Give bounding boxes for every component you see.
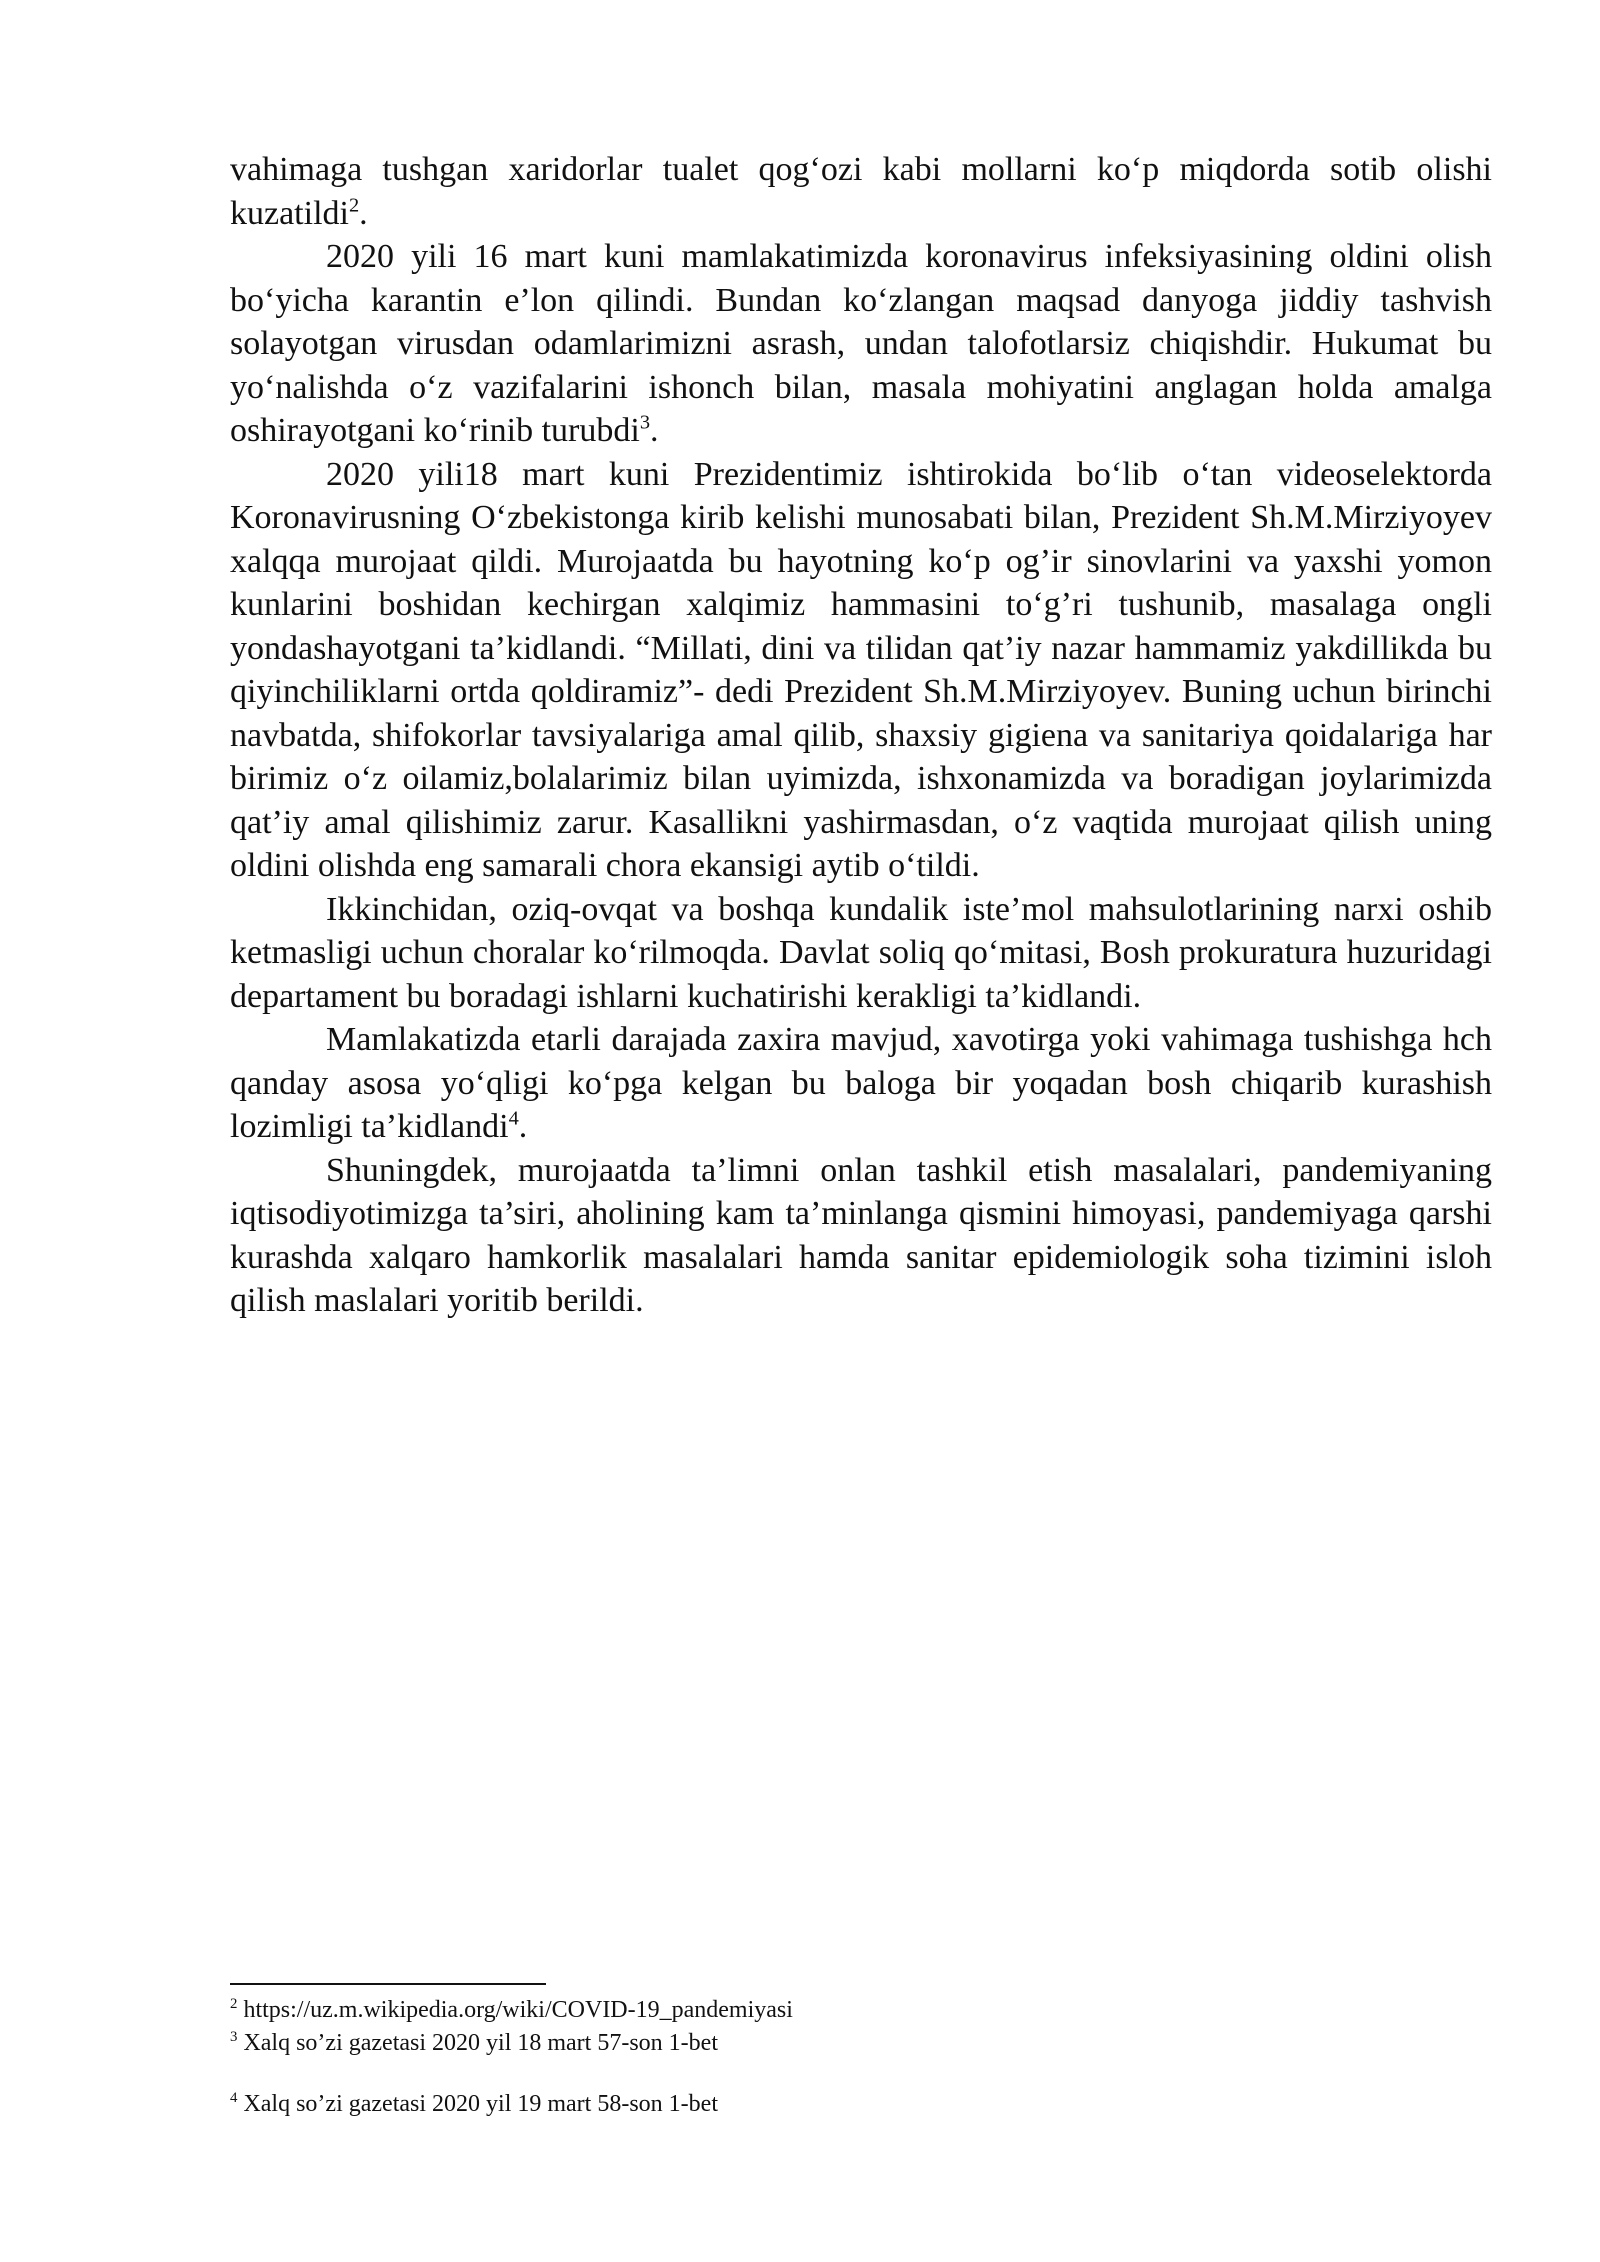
- footnotes: [230, 1994, 1492, 2121]
- paragraph-5-tail: .: [518, 1108, 528, 1145]
- paragraph-4: Ikkinchidan, oziq-ovqat va boshqa kundalik iste’mol mahsulotlarining narxi oshib ketmasligi uchun choralar ko‘rilmoqda. Davlat soliq qo‘mitasi, Bosh prokuratura huzuridagi departament bu boradagi ishlarni kuchatirishi kerakligi ta’kidlandi.: [230, 890, 1492, 1015]
- paragraph-1-text: vahimaga tushgan xaridorlar tualet qog‘ozi kabi mollarni ko‘p miqdorda sotib olishi kuzatildi: [230, 151, 1492, 232]
- paragraph-5: [230, 1018, 1492, 1149]
- footnote-ref-4: 4: [508, 1107, 519, 1130]
- paragraph-2-tail: .: [650, 412, 659, 449]
- paragraph-3: 2020 yili18 mart kuni Prezidentimiz ishtirokida bo‘lib o‘tan videoselektorda Koronavirusning O‘zbekistonga kirib kelishi munosabati bilan, Prezident Sh.M.Mirziyoyev xalqqa murojaat qildi. Murojaatda bu hayotning ko‘p og’ir sinovlarini va yaxshi yomon kunlarini boshidan kechirgan xalqimiz hammasini to‘g’ri tushunib, masalaga ongli yondashayotgani ta’kidlandi. “Millati, dini va tilidan qat’iy nazar hammamiz yakdillikda bu qiyinchiliklarni ortda qoldiramiz”- dedi Prezident Sh.M.Mirziyoyev. Buning uchun birinchi navbatda, shifokorlar tavsiyalariga amal qilib, shaxsiy gigiena va sanitariya qoidalariga har birimiz o‘z oilamiz,bolalarimiz bilan uyimizda, ishxonamizda va boradigan joylarimizda qat’iy amal qilishimiz zarur. Kasallikni yashirmasdan, o‘z vaqtida murojaat qilish uning oldini olishda eng samarali chora ekansigi aytib o‘tildi.: [230, 455, 1492, 884]
- body-text: [230, 148, 1492, 1323]
- footnote-2: [230, 1994, 1492, 2027]
- footnote-ref-2: 2: [348, 194, 360, 217]
- paragraph-1: [230, 148, 1492, 235]
- footnote-text: https://uz.m.wikipedia.org/wiki/COVID-19_pandemiyasi: [243, 1997, 793, 2023]
- footnote-ref-3: 3: [639, 411, 651, 434]
- footnote-3: [230, 2027, 1492, 2060]
- footnote-number: 4: [230, 2090, 238, 2106]
- footnote-text: Xalq so’zi gazetasi 2020 yil 18 mart 57-son 1-bet: [243, 2030, 718, 2056]
- paragraph-2: [230, 235, 1492, 453]
- paragraph-2-text: 2020 yili 16 mart kuni mamlakatimizda koronavirus infeksiyasining oldini olish bo‘yicha karantin e’lon qilindi. Bundan ko‘zlangan maqsad danyoga jiddiy tashvish solayotgan virusdan odamlarimizni asrash, undan talofotlarsiz chiqishdir. Hukumat bu yo‘nalishda o‘z vazifalarini ishonch bilan, masala mohiyatini anglagan holda amalga oshirayotgani ko‘rinib turubdi: [230, 238, 1492, 449]
- paragraph-1-tail: .: [359, 194, 368, 232]
- footnote-4: [230, 2088, 1492, 2121]
- footnote-number: 2: [230, 1996, 238, 2012]
- footnote-number: 3: [230, 2029, 238, 2045]
- paragraph-6: Shuningdek, murojaatda ta’limni onlan tashkil etish masalalari, pandemiyaning iqtisodiyotimizga ta’siri, aholining kam ta’minlanga qismini himoyasi, pandemiyaga qarshi kurashda xalqaro hamkorlik masalalari hamda sanitar epidemiologik soha tizimini isloh qilish maslalari yoritib berildi.: [230, 1151, 1492, 1319]
- footnote-separator: [230, 1983, 546, 1985]
- footnote-text: Xalq so’zi gazetasi 2020 yil 19 mart 58-son 1-bet: [243, 2091, 718, 2117]
- paragraph-5-text: Mamlakatizda etarli darajada zaxira mavjud, xavotirga yoki vahimaga tushishga hch qanday asosa yo‘qligi ko‘pga kelgan bu baloga bir yoqadan bosh chiqarib kurashish lozimligi ta’kidlandi: [230, 1021, 1492, 1145]
